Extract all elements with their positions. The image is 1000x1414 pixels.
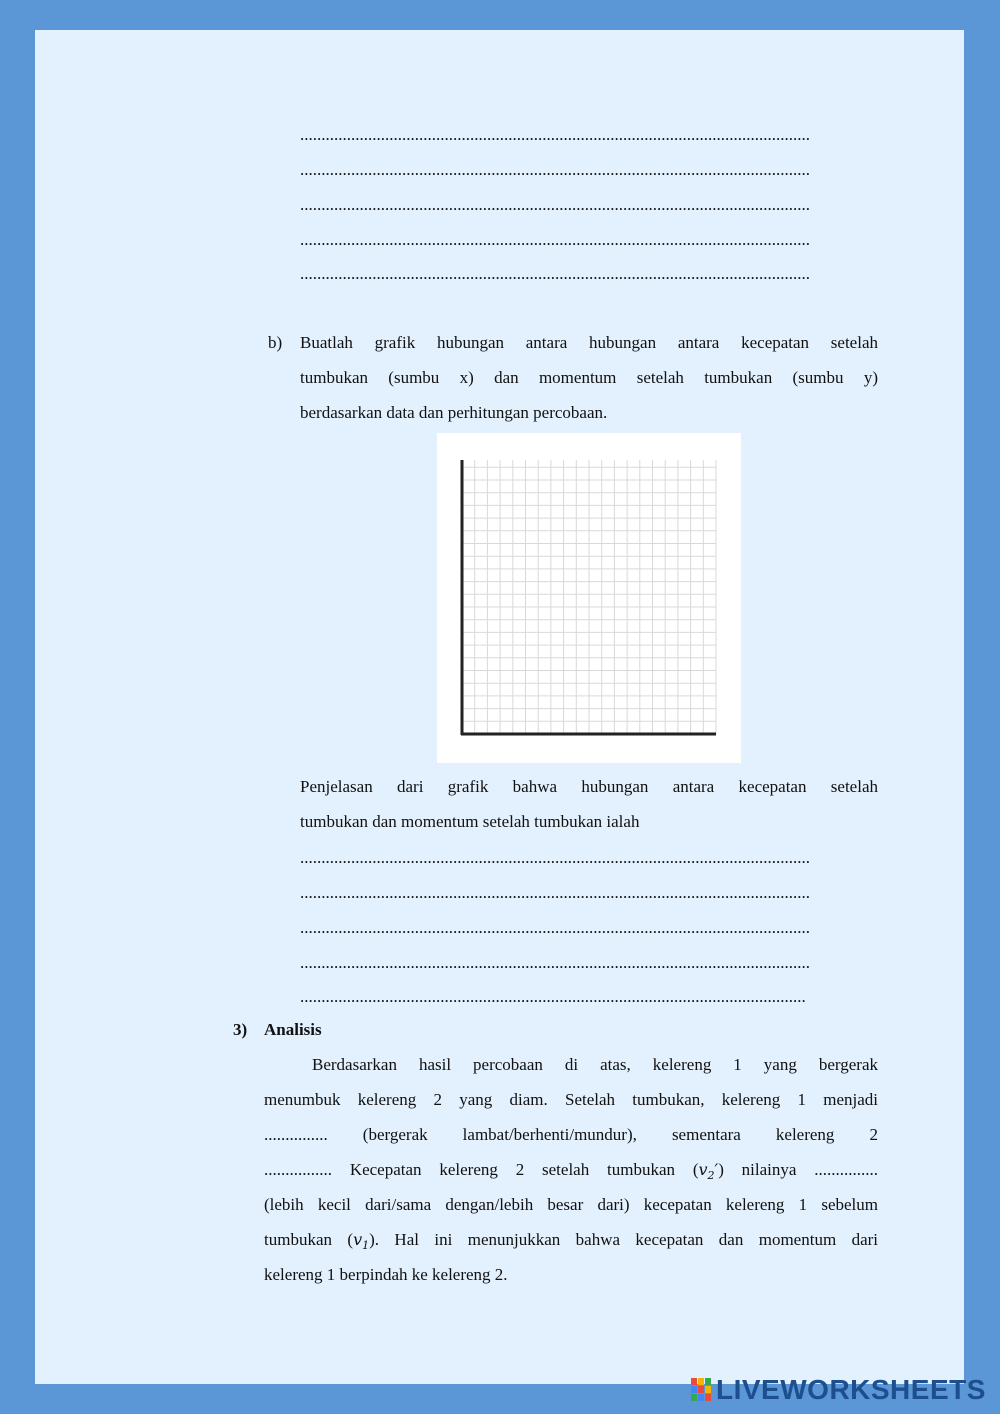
analysis-number: 3) (233, 1020, 248, 1039)
answer-line-10[interactable]: ....................................................................................................................... (300, 987, 806, 1006)
graph-explanation (300, 769, 878, 839)
answer-line-1[interactable]: ........................................................................................................................ (300, 125, 810, 144)
answer-line-4[interactable]: ........................................................................................................................ (300, 230, 810, 249)
liveworksheets-logo (690, 1373, 986, 1407)
analysis-row-4-a: ................ Kecepatan kelereng 2 setelah tumbukan ( (264, 1160, 699, 1179)
graph-area[interactable] (437, 433, 741, 763)
explanation-row-2: tumbukan dan momentum setelah tumbukan ialah (300, 812, 640, 831)
liveworksheets-logo-icon (690, 1376, 712, 1404)
answer-line-7[interactable]: ........................................................................................................................ (300, 883, 810, 902)
analysis-row-7: kelereng 1 berpindah ke kelereng 2. (264, 1265, 508, 1284)
analysis-row-4 (264, 1152, 878, 1187)
part-b-label: b) (268, 333, 283, 352)
answer-line-8[interactable]: ........................................................................................................................ (300, 918, 810, 937)
analysis-row-2: menumbuk kelereng 2 yang diam. Setelah tumbukan, kelereng 1 menjadi (264, 1090, 878, 1109)
analysis-row-1: Berdasarkan hasil percobaan di atas, kelereng 1 yang bergerak (312, 1055, 878, 1074)
analysis-row-3: ............... (bergerak lambat/berhenti/mundur), sementara kelereng 2 (264, 1125, 878, 1144)
answer-line-5[interactable]: ........................................................................................................................ (300, 264, 810, 283)
answer-line-6[interactable]: ........................................................................................................................ (300, 848, 810, 867)
analysis-row-6: tumbukan $(v_1)$. Hal ini menunjukkan bahwa kecepatan dan momentum dari (264, 1230, 879, 1253)
logo-text: LIVEWORKSHEETS (716, 1374, 986, 1405)
answer-line-3[interactable]: ........................................................................................................................ (300, 195, 810, 214)
v2-prime-symbol: $v_2'$ (698, 1160, 719, 1183)
answer-line-2[interactable]: ........................................................................................................................ (300, 160, 810, 179)
part-b-row-2: tumbukan (sumbu x) dan momentum setelah tumbukan (sumbu y) (300, 368, 878, 387)
explanation-row-1: Penjelasan dari grafik bahwa hubungan antara kecepatan setelah (300, 777, 878, 796)
part-b-instruction (300, 325, 878, 430)
analysis-paragraph (264, 1047, 878, 1292)
answer-line-9[interactable]: ........................................................................................................................ (300, 953, 810, 972)
analysis-title: Analisis (264, 1020, 322, 1039)
part-b-row-1: Buatlah grafik hubungan antara hubungan antara kecepatan setelah (300, 333, 878, 352)
v1-symbol: $v_1$ (353, 1230, 370, 1253)
analysis-row-4-b: ) nilainya ............... (718, 1160, 878, 1179)
part-b-row-3: berdasarkan data dan perhitungan percobaan. (300, 403, 608, 422)
graph-grid (437, 433, 741, 763)
analysis-row-5: (lebih kecil dari/sama dengan/lebih besar dari) kecepatan kelereng 1 sebelum (264, 1195, 878, 1214)
